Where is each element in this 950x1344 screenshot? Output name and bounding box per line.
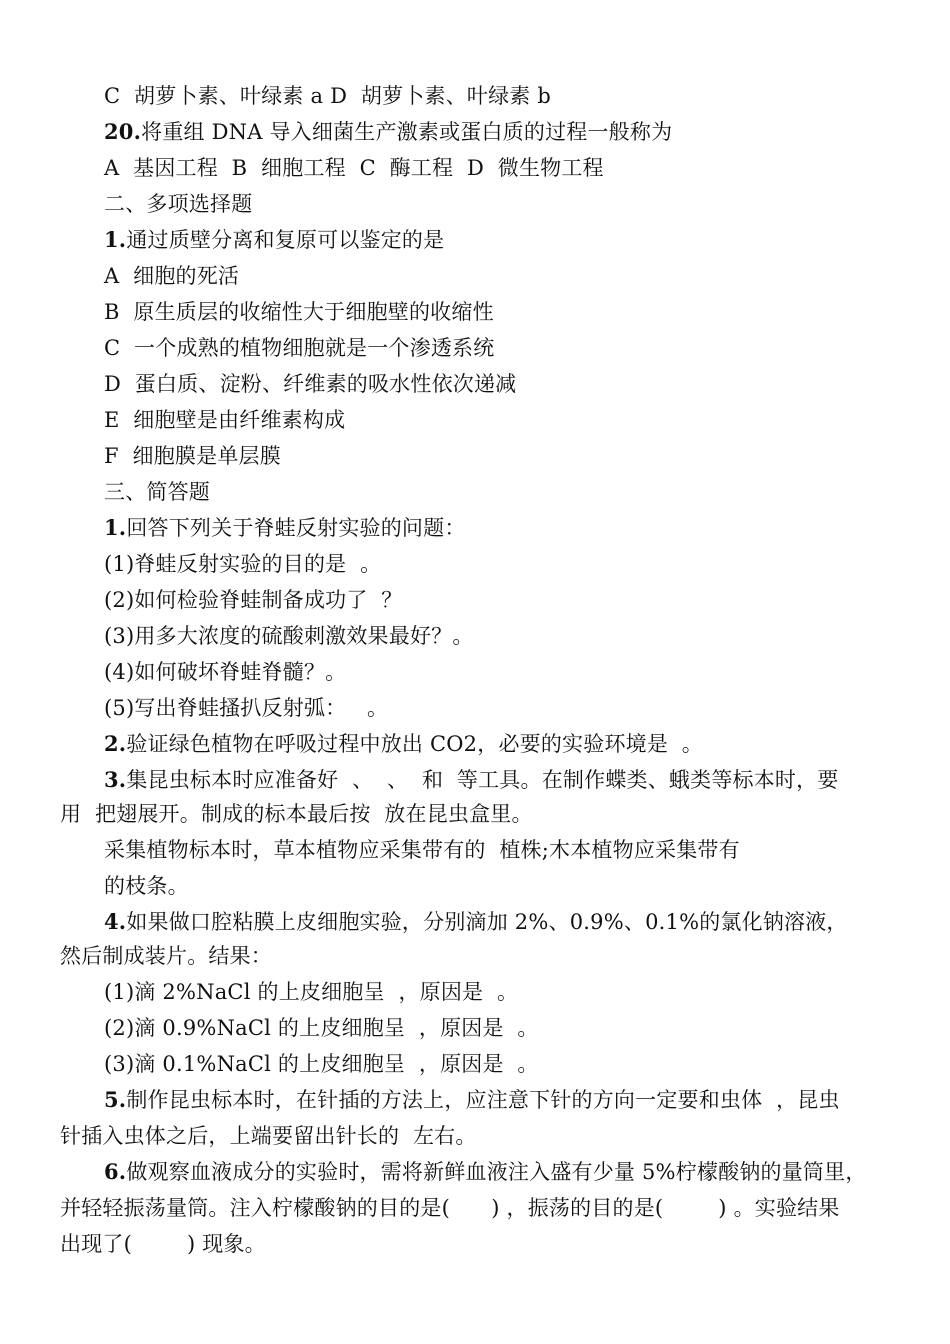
question-number: 1. [104,227,127,252]
line-text: (1)脊蛙反射实验的目的是 。 [104,552,382,576]
sa-question-4-part-3 [0,1052,950,1076]
sa-question-2 [0,732,950,756]
line-text: 针插入虫体之后，上端要留出针长的 左右。 [60,1124,477,1148]
sa-question-6-cont [0,1196,950,1220]
mc-option-e [0,408,950,432]
sa-question-4-part-2 [0,1016,950,1040]
sa-question-4-cont [0,944,950,968]
line-text: B 原生质层的收缩性大于细胞壁的收缩性 [104,300,494,324]
sa-question-3-cont [0,802,950,826]
line-text: 然后制成装片。结果： [60,944,272,968]
sa-question-1-part-2 [0,588,950,612]
sa-question-3 [0,768,950,792]
sa-question-6-cont-2 [0,1232,950,1256]
line-text: F 细胞膜是单层膜 [104,444,281,468]
sa-question-1-part-5 [0,696,950,720]
line-text: D 蛋白质、淀粉、纤维素的吸水性依次递减 [104,372,517,396]
option-line-c-d [0,84,950,108]
mc-option-f [0,444,950,468]
sa-question-1 [0,516,950,540]
question-text: 验证绿色植物在呼吸过程中放出 CO2，必要的实验环境是 。 [126,732,703,756]
line-text: (1)滴 2%NaCl 的上皮细胞呈 ，原因是 。 [104,980,519,1004]
line-text: (4)如何破坏脊蛙脊髓？。 [104,660,347,684]
mc-question-1 [0,228,950,252]
section-heading-short-answer [0,480,950,504]
question-20 [0,120,950,144]
line-text: 的枝条。 [104,874,189,898]
line-text: 三、简答题 [104,480,210,504]
line-text: (2)滴 0.9%NaCl 的上皮细胞呈 ，原因是 。 [104,1016,539,1040]
sa-question-5-cont [0,1124,950,1148]
line-text: E 细胞壁是由纤维素构成 [104,408,346,432]
line-text: C 一个成熟的植物细胞就是一个渗透系统 [104,336,495,360]
line-text: 出现了( ) 现象。 [60,1232,266,1256]
sa-question-1-part-4 [0,660,950,684]
question-text: 如果做口腔粘膜上皮细胞实验，分别滴加 2%、0.9%、0.1%的氯化钠溶液， [126,910,848,934]
mc-option-c [0,336,950,360]
sa-question-3-plants-cont [0,874,950,898]
mc-option-d [0,372,950,396]
question-text: 做观察血液成分的实验时，需将新鲜血液注入盛有少量 5%柠檬酸钠的量筒里， [126,1160,867,1184]
mc-option-a [0,264,950,288]
line-text: (2)如何检验脊蛙制备成功了 ？ [104,588,403,612]
question-number: 4. [104,909,127,934]
question-text: 集昆虫标本时应准备好 、 、 和 等工具。在制作蝶类、蛾类等标本时，要 [126,768,839,792]
line-text: C 胡萝卜素、叶绿素 a D 胡萝卜素、叶绿素 b [104,84,551,108]
question-text: 回答下列关于脊蛙反射实验的问题： [126,516,466,540]
line-text: 采集植物标本时，草本植物应采集带有的 植株;木本植物应采集带有 [104,838,740,862]
section-heading-multiple-choice [0,192,950,216]
question-number: 6. [104,1159,127,1184]
sa-question-5 [0,1088,950,1112]
question-20-options [0,156,950,180]
question-text: 制作昆虫标本时，在针插的方法上，应注意下针的方向一定要和虫体 ，昆虫 [126,1088,840,1112]
sa-question-4 [0,910,950,934]
line-text: 用 把翅展开。制成的标本最后按 放在昆虫盒里。 [60,802,533,826]
question-text: 通过质壁分离和复原可以鉴定的是 [126,228,445,252]
question-number: 20. [104,119,142,144]
question-text: 将重组 DNA 导入细菌生产激素或蛋白质的过程一般称为 [141,120,673,144]
question-number: 5. [104,1087,127,1112]
question-number: 1. [104,515,127,540]
line-text: (5)写出脊蛙搔扒反射弧： 。 [104,696,389,720]
sa-question-4-part-1 [0,980,950,1004]
line-text: A 细胞的死活 [104,264,240,288]
sa-question-1-part-1 [0,552,950,576]
question-number: 3. [104,767,127,792]
sa-question-6 [0,1160,950,1184]
line-text: (3)用多大浓度的硫酸刺激效果最好？。 [104,624,474,648]
sa-question-1-part-3 [0,624,950,648]
mc-option-b [0,300,950,324]
line-text: (3)滴 0.1%NaCl 的上皮细胞呈 ，原因是 。 [104,1052,539,1076]
line-text: A 基因工程 B 细胞工程 C 酶工程 D 微生物工程 [104,156,604,180]
question-number: 2. [104,731,127,756]
sa-question-3-plants [0,838,950,862]
line-text: 并轻轻振荡量筒。注入柠檬酸钠的目的是( ) ，振荡的目的是( ) 。实验结果 [60,1196,840,1220]
line-text: 二、多项选择题 [104,192,253,216]
